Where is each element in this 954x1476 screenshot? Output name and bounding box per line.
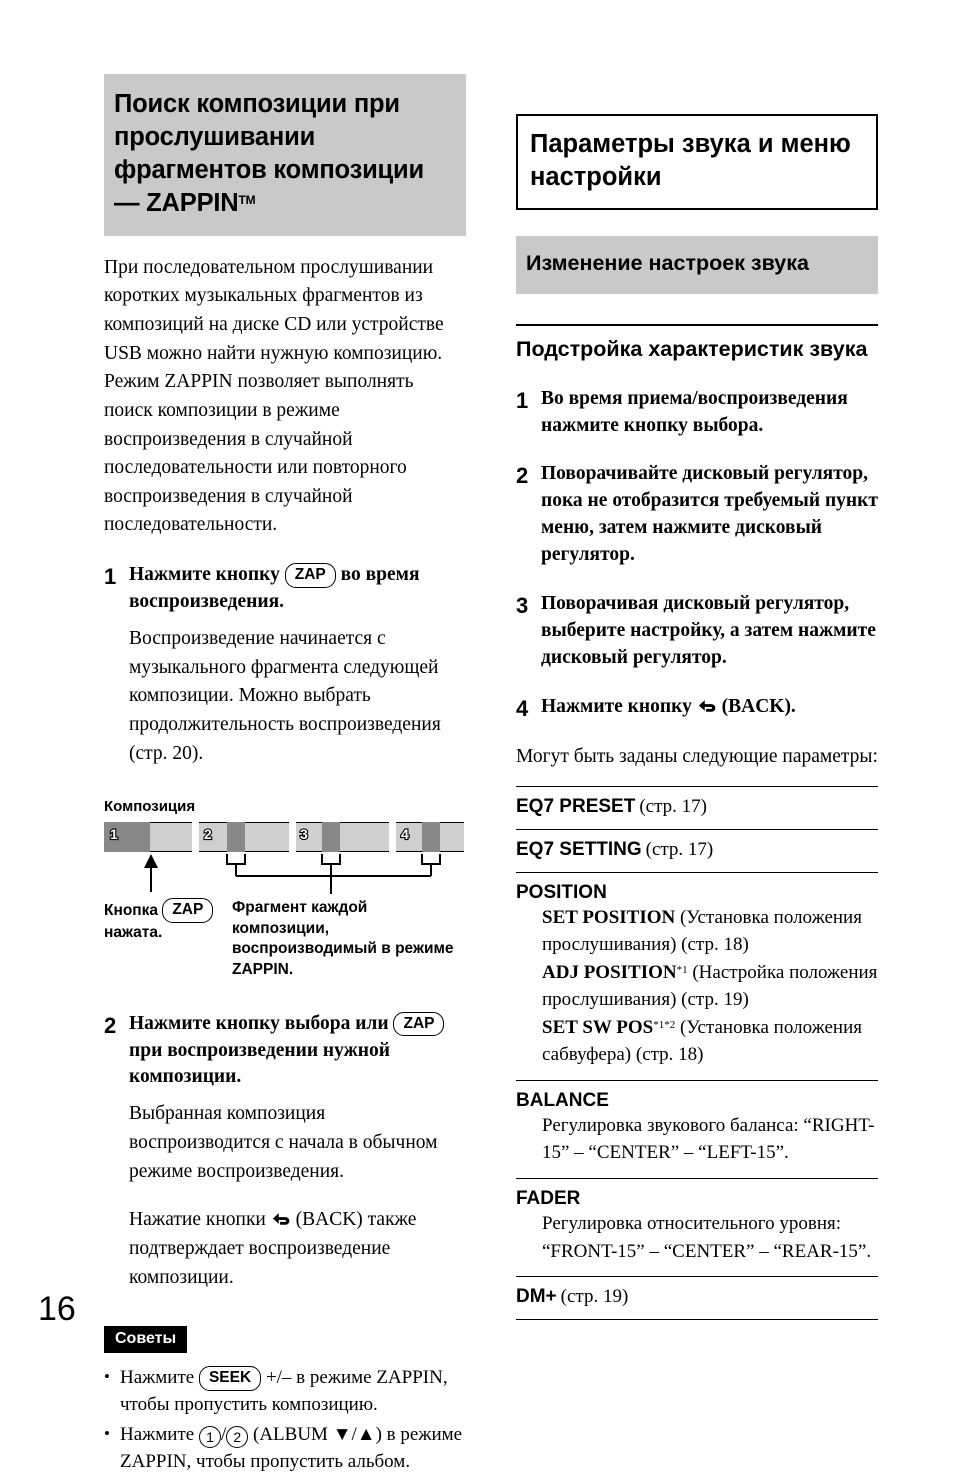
step-text: Во время приема/воспроизведения нажмите кнопку выбора. [541, 387, 848, 436]
step-number: 4 [516, 695, 529, 721]
diagram-captions [104, 898, 466, 980]
zappin-diagram [104, 798, 466, 980]
back-arrow-icon [698, 698, 716, 715]
param-position[interactable] [516, 872, 878, 1080]
track-number-2: 2 [204, 826, 212, 843]
param-sub-set-position [542, 904, 878, 959]
track-number-4: 4 [401, 826, 409, 843]
segment-brackets [227, 854, 440, 894]
trademark-mark: TM [238, 192, 256, 207]
track-3-zappin-segment [322, 822, 340, 852]
step-lead-after: при воспроизведении нужной композиции. [129, 1039, 391, 1088]
param-eq7-preset[interactable] [516, 786, 878, 829]
param-name: EQ7 PRESET [516, 795, 636, 817]
param-sub-fader-range: Регулировка относительного уровня: “FRONT-15” – “CENTER” – “REAR-15”. [542, 1213, 872, 1262]
parameters-list [516, 786, 878, 1320]
step4-before: Нажмите кнопку [541, 695, 692, 717]
track-4-zappin-segment [422, 822, 440, 852]
caption-zappin-fragment: Фрагмент каждой композиции, воспроизводимый в режиме ZAPPIN. [232, 899, 454, 979]
params-intro: Могут быть заданы следующие параметры: [516, 746, 878, 767]
param-name: BALANCE [516, 1089, 609, 1111]
left-column [104, 74, 466, 1476]
track-bar-background [104, 822, 464, 852]
diagram-connectors [104, 852, 464, 894]
tip-text [120, 1422, 466, 1476]
sub-name: SET SW POS [542, 1016, 654, 1038]
page-number: 16 [38, 1290, 76, 1328]
step-text: Поворачивайте дисковый регулятор, пока не отобразится требуемый пункт меню, затем нажмите дисковый регулятор. [541, 463, 878, 566]
param-eq7-setting[interactable] [516, 829, 878, 872]
left-step-2 [104, 1011, 466, 1293]
footnote-marker: *1*2 [653, 1018, 676, 1031]
tips-list [104, 1365, 466, 1476]
intro-paragraph: При последовательном прослушивании коротких музыкальных фрагментов из композиций на диске CD или устройстве USB можно найти нужную композицию. Режим ZAPPIN позволяет выполнять поиск композиции в режиме воспроизведения в случайной последовательности или повторного воспроизведения в случайной последовательности. [104, 256, 444, 536]
step-lead [129, 1011, 466, 1092]
diagram-label: Композиция [104, 798, 196, 816]
back-note-after: (BACK) также подтверждает воспроизведение композиции. [129, 1209, 417, 1288]
caption-zap-before: Кнопка [104, 902, 159, 920]
zap-button-pill-caption[interactable]: ZAP [162, 898, 213, 923]
param-sub-adj-position [542, 959, 878, 1014]
parameters-list-bottom-rule [516, 1319, 878, 1320]
back-arrow-icon [272, 1211, 290, 1228]
album-down-button[interactable]: 1 [199, 1426, 221, 1448]
sub-name: ADJ POSITION [542, 961, 677, 983]
right-column [516, 114, 878, 1320]
param-name: POSITION [516, 881, 607, 903]
step-lead [129, 562, 466, 616]
param-balance[interactable] [516, 1080, 878, 1178]
step-description-back [129, 1206, 466, 1292]
track-gap-1 [192, 822, 199, 852]
right-step-3 [516, 591, 878, 672]
back-note-before: Нажатие кнопки [129, 1209, 266, 1231]
track-number-3: 3 [300, 826, 308, 843]
step-lead-before: Нажмите кнопку выбора или [129, 1012, 389, 1034]
param-name: DM+ [516, 1286, 557, 1308]
tip-text [120, 1365, 466, 1419]
tip-before: Нажмите [120, 1424, 195, 1446]
caption-zap-after: нажата. [104, 923, 163, 941]
left-step-1 [104, 562, 466, 768]
param-sub-balance-range: Регулировка звукового баланса: “RIGHT-15” – “CENTER” – “LEFT-15”. [542, 1114, 875, 1164]
step-text [541, 694, 878, 723]
sub-rest: (Настройка положения прослушивания) (стр. 19) [542, 961, 878, 1011]
tips-badge: Советы [104, 1326, 187, 1353]
sub-rest: (Установка положения сабвуфера) (стр. 18) [542, 1016, 862, 1066]
step-lead-before: Нажмите кнопку [129, 564, 280, 586]
step-text: Поворачивая дисковый регулятор, выберите настройку, а затем нажмите дисковый регулятор. [541, 593, 876, 668]
right-step-2 [516, 461, 878, 569]
step-number: 2 [104, 1012, 117, 1038]
step-number: 2 [516, 463, 529, 489]
left-section-heading [104, 74, 466, 236]
param-name: FADER [516, 1188, 581, 1210]
zap-press-arrow [144, 854, 158, 892]
footnote-marker: *1 [676, 963, 688, 976]
step-lead-after: во время воспроизведения. [129, 564, 420, 613]
subsection-title: Подстройка характеристик звука [516, 336, 868, 361]
sub-rest: (Установка положения прослушивания) (стр. 18) [542, 906, 862, 956]
right-step-1 [516, 386, 878, 440]
param-sub-set-sw-pos [542, 1014, 878, 1069]
step-description: Выбранная композиция воспроизводится с начала в обычном режиме воспроизведения. [129, 1103, 438, 1182]
track-gap-2 [289, 822, 296, 852]
param-dm-plus[interactable] [516, 1276, 878, 1319]
track-2-zappin-segment [227, 822, 245, 852]
param-page-ref: (стр. 17) [645, 838, 714, 860]
sub-name: SET POSITION [542, 906, 676, 928]
param-page-ref: (стр. 17) [639, 795, 707, 817]
tip-separator: / [220, 1424, 227, 1446]
tip-bullet: • [104, 1424, 110, 1444]
param-page-ref: (стр. 19) [560, 1286, 629, 1308]
zap-button-pill[interactable]: ZAP [285, 563, 336, 588]
section-title: Изменение настроек звука [516, 236, 878, 293]
step-body [129, 1011, 466, 1293]
right-step-4 [516, 694, 878, 723]
step-description: Воспроизведение начинается с музыкального фрагмента следующей композиции. Можно выбрать продолжительность воспроизведения (стр. 20). [129, 627, 441, 764]
track-gap-3 [389, 822, 396, 852]
chapter-title: Параметры звука и меню настройки [516, 114, 878, 210]
tip-after: (ALBUM ▼/▲) в режиме ZAPPIN, чтобы пропустить альбом. [120, 1424, 463, 1473]
zap-button-pill-step2[interactable]: ZAP [393, 1012, 444, 1037]
tip-after: +/– в режиме ZAPPIN, чтобы пропустить композицию. [120, 1367, 448, 1416]
step-body [129, 562, 466, 768]
track-bar [104, 822, 464, 852]
tip-item [104, 1422, 466, 1476]
left-section-heading-text: Поиск композиции при прослушивании фрагментов композиции — ZAPPIN [114, 90, 424, 217]
track-number-1: 1 [110, 826, 118, 843]
connector-lines-svg [104, 852, 464, 894]
step4-after: (BACK). [721, 695, 796, 717]
tip-bullet: • [104, 1367, 110, 1387]
tip-item [104, 1365, 466, 1419]
seek-button-pill[interactable]: SEEK [199, 1366, 261, 1391]
param-name: EQ7 SETTING [516, 838, 642, 860]
album-up-button[interactable]: 2 [226, 1426, 248, 1448]
param-fader[interactable] [516, 1178, 878, 1276]
step-number: 1 [104, 564, 117, 590]
step-number: 3 [516, 593, 529, 619]
caption-zap-pressed [104, 898, 232, 980]
tip-before: Нажмите [120, 1367, 195, 1389]
step-number: 1 [516, 387, 529, 413]
